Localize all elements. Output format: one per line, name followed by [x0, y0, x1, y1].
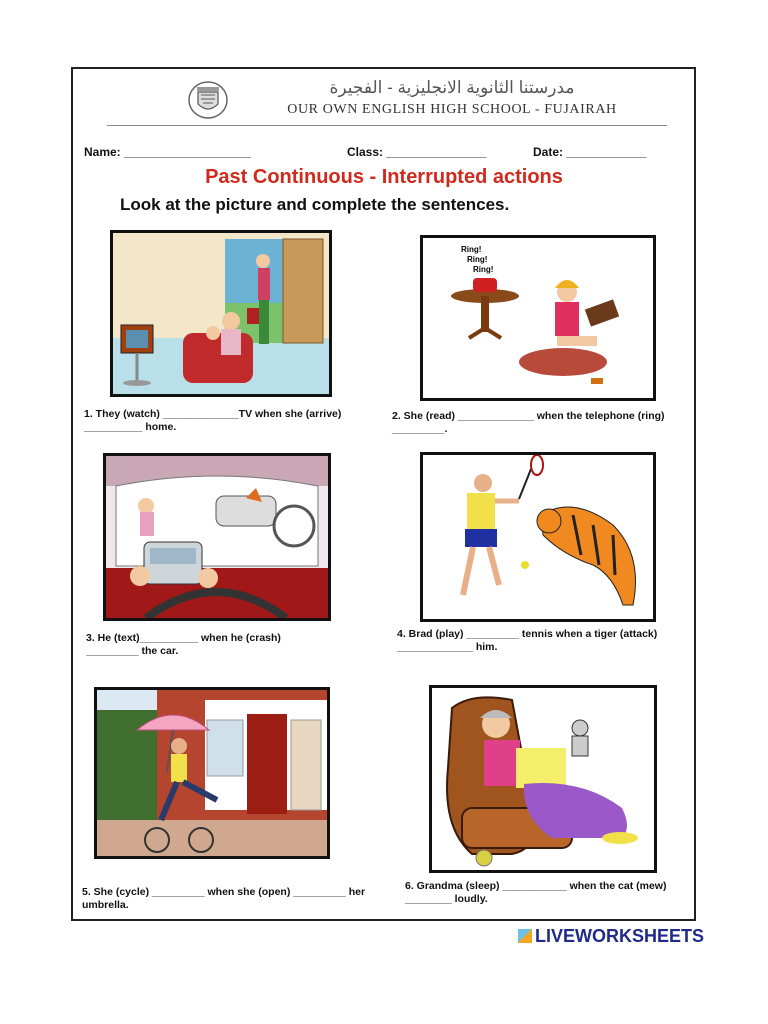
instructions: Look at the picture and complete the sentences.: [120, 195, 510, 214]
sentence-1[interactable]: 1. They (watch) _____________TV when she (arrive) __________ home.: [84, 408, 342, 433]
school-name-arabic: مدرستنا الثانوية الانجليزية - الفجيرة: [329, 78, 575, 97]
school-name: OUR OWN ENGLISH HIGH SCHOOL - FUJAIRAH: [287, 102, 617, 117]
picture-3-texting-car: [103, 453, 331, 621]
date-field[interactable]: Date: ____________: [533, 145, 647, 159]
logo-text: LIVEWORKSHEETS: [535, 926, 705, 946]
ring-label-3: Ring!: [473, 265, 494, 274]
sentence-4[interactable]: 4. Brad (play) _________ tennis when a tiger (attack) _____________ him.: [397, 628, 658, 653]
picture-4-tennis-tiger: [420, 452, 656, 622]
ring-label-2: Ring!: [467, 255, 488, 264]
sentence-3[interactable]: 3. He (text)__________ when he (crash) _________ the car.: [86, 632, 281, 657]
liveworksheets-mark-icon: [518, 929, 532, 943]
picture-6-grandma-cat: [429, 685, 657, 873]
worksheet-title: Past Continuous - Interrupted actions: [205, 166, 563, 188]
sentence-2[interactable]: 2. She (read) _____________ when the telephone (ring) _________.: [392, 410, 665, 435]
liveworksheets-logo: [518, 926, 704, 946]
school-header: [107, 78, 667, 126]
school-crest-icon: [187, 80, 229, 120]
sentence-6[interactable]: 6. Grandma (sleep) ___________ when the cat (mew) ________ loudly.: [405, 880, 667, 905]
picture-1-watching-tv: [110, 230, 332, 397]
sentence-5[interactable]: 5. She (cycle) _________ when she (open) _________ her umbrella.: [82, 886, 366, 911]
header-divider: [107, 125, 667, 126]
class-field[interactable]: Class: _______________: [347, 145, 487, 159]
ring-label-1: Ring!: [461, 245, 482, 254]
name-field[interactable]: Name: ___________________: [84, 145, 251, 159]
picture-2-reading-phone: [420, 235, 656, 401]
picture-5-cycling-umbrella: [94, 687, 330, 859]
